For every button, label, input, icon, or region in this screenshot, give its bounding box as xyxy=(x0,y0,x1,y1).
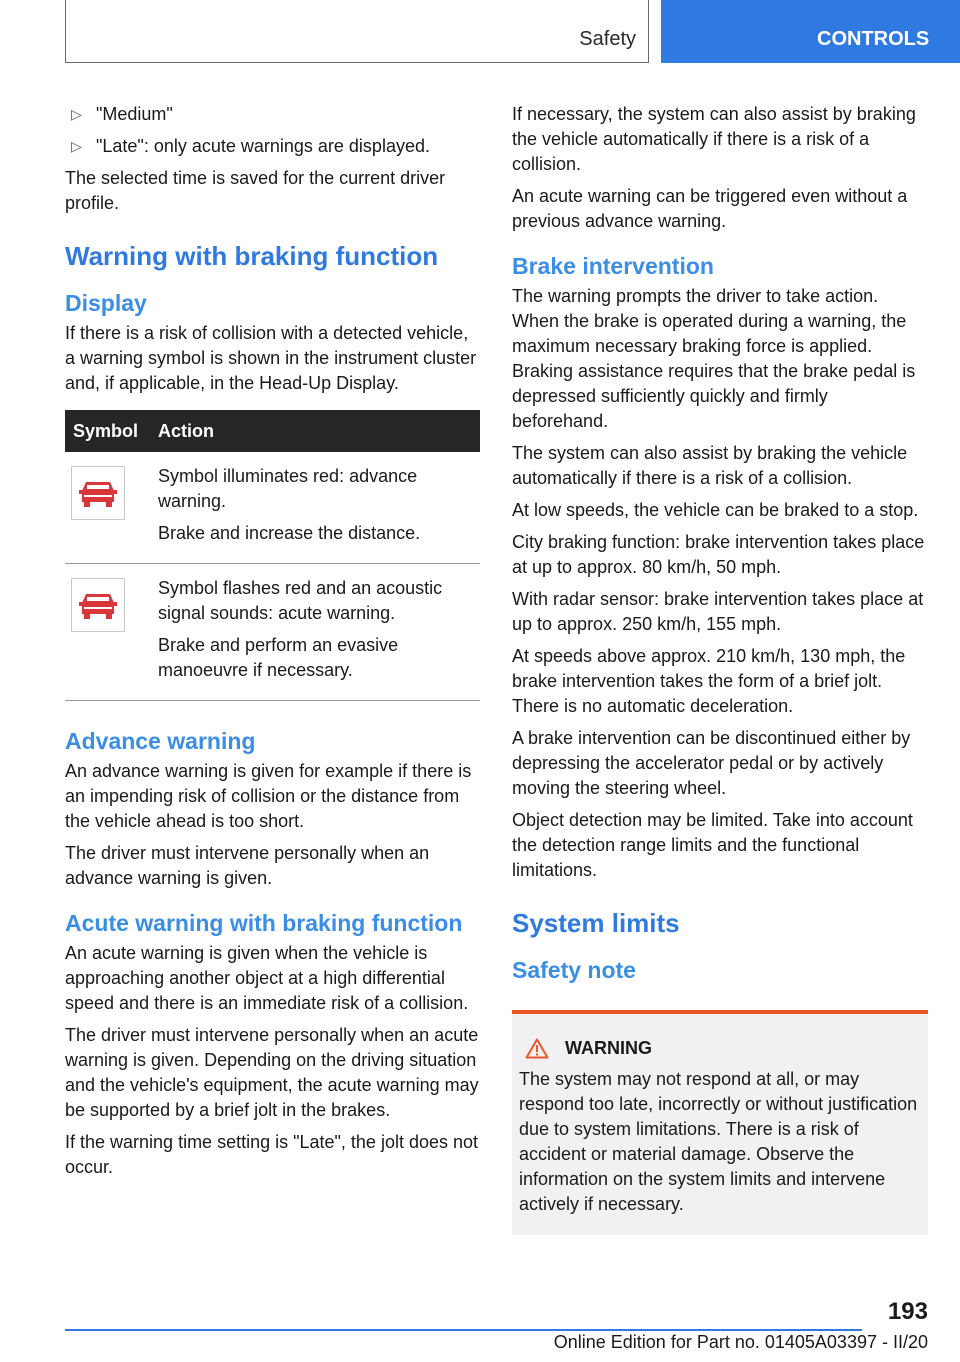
chapter-tab[interactable]: CONTROLS xyxy=(661,0,960,63)
symbol-table xyxy=(65,410,480,701)
column-header-action: Action xyxy=(157,410,480,452)
paragraph: The driver must intervene personally when an acute warning is given. Depending on the driving situation and the vehicle's equipment, the acute warning may be supported by a brief jolt in the brakes. xyxy=(65,1025,479,1120)
heading-system-limits: System limits xyxy=(512,908,680,938)
paragraph: Object detection may be limited. Take into account the detection range limits and the functional limitations. xyxy=(512,810,913,880)
paragraph: City braking function: brake intervention takes place at up to approx. 80 km/h, 50 mph. xyxy=(512,532,925,577)
heading-display: Display xyxy=(65,290,147,316)
triangle-bullet-icon: ▷ xyxy=(71,106,82,122)
car-warning-icon xyxy=(71,578,125,632)
car-warning-icon xyxy=(71,466,125,520)
heading-acute-warning: Acute warning with braking function xyxy=(65,910,463,936)
paragraph: With radar sensor: brake intervention takes place at up to approx. 250 km/h, 155 mph. xyxy=(512,589,924,634)
heading-brake-intervention: Brake intervention xyxy=(512,253,714,279)
warning-box xyxy=(512,1010,928,1235)
column-header-symbol: Symbol xyxy=(65,410,157,452)
paragraph: If the warning time setting is "Late", the jolt does not occur. xyxy=(65,1132,479,1177)
paragraph: At speeds above approx. 210 km/h, 130 mph, the brake intervention takes the form of a brief jolt. There is no automatic deceleration. xyxy=(512,646,906,716)
footer-edition: Online Edition for Part no. 01405A03397 - II/20 xyxy=(553,1332,928,1352)
warning-triangle-icon xyxy=(525,1038,549,1059)
header-section-box xyxy=(65,0,649,63)
paragraph: The warning prompts the driver to take action. When the brake is operated during a warning, the maximum necessary braking force is applied. Braking assistance requires that the brake pedal is depressed sufficiently quickly and firmly beforehand. xyxy=(512,286,916,431)
paragraph: At low speeds, the vehicle can be braked to a stop. xyxy=(512,500,919,520)
right-column xyxy=(512,102,928,1235)
paragraph: The system can also assist by braking the vehicle automatically if there is a risk of a collision. xyxy=(512,443,908,488)
paragraph: If there is a risk of collision with a detected vehicle, a warning symbol is shown in the instrument cluster and, if applicable, in the Head-Up Display. xyxy=(65,323,477,393)
paragraph: If necessary, the system can also assist by braking the vehicle automatically if there is a risk of a collision. xyxy=(512,104,916,174)
heading-safety-note: Safety note xyxy=(512,957,636,983)
left-column xyxy=(65,102,480,1187)
page-number: 193 xyxy=(887,1298,928,1325)
table-row: Symbol flashes red and an acoustic signal sounds: acute warning. Brake and perform an evasive manoeuvre if necessary. xyxy=(65,564,480,701)
paragraph: An acute warning is given when the vehicle is approaching another object at a high differential speed and there is an immediate risk of a collision. xyxy=(65,943,469,1013)
heading-warning-braking: Warning with braking function xyxy=(65,241,439,271)
paragraph: The selected time is saved for the current driver profile. xyxy=(65,168,446,213)
table-row: Symbol illuminates red: advance warning. Brake and increase the distance. xyxy=(65,452,480,564)
paragraph: An advance warning is given for example if there is an impending risk of collision or the distance from the vehicle ahead is too short. xyxy=(65,761,472,831)
list-item: ▷ "Medium" xyxy=(65,102,480,127)
section-title: Safety xyxy=(579,28,636,50)
warning-text: The system may not respond at all, or may respond too late, incorrectly or without justification due to system limitations. There is a risk of accident or material damage. Observe the information on the system limits and intervene actively if necessary. xyxy=(519,1069,918,1214)
paragraph: An acute warning can be triggered even without a previous advance warning. xyxy=(512,186,908,231)
warning-title: WARNING xyxy=(519,1036,920,1061)
paragraph: The driver must intervene personally when an advance warning is given. xyxy=(65,843,430,888)
paragraph: A brake intervention can be discontinued either by depressing the accelerator pedal or by actively moving the steering wheel. xyxy=(512,728,911,798)
list-item: ▷ "Late": only acute warnings are displayed. xyxy=(65,134,480,159)
heading-advance-warning: Advance warning xyxy=(65,728,256,754)
triangle-bullet-icon: ▷ xyxy=(71,138,82,154)
